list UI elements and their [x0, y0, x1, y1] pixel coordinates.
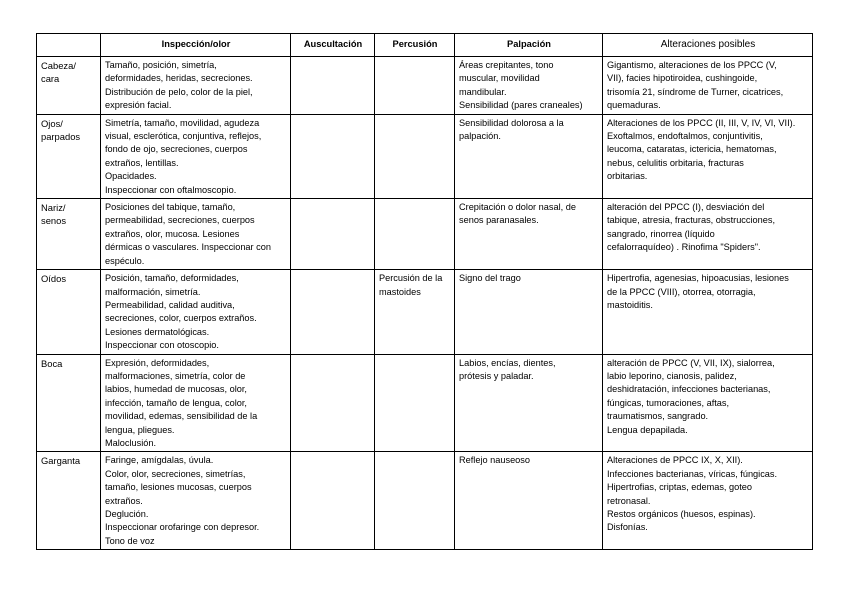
- header-percusion: Percusión: [375, 34, 455, 57]
- row-label: Garganta: [37, 452, 101, 550]
- row-label: Nariz/ senos: [37, 199, 101, 270]
- cell-palpacion: Signo del trago: [455, 270, 603, 354]
- cell-palpacion: Áreas crepitantes, tono muscular, movilidad mandibular. Sensibilidad (pares craneales): [455, 57, 603, 115]
- cell-percusion: [375, 354, 455, 452]
- cell-inspeccion: Posición, tamaño, deformidades, malformación, simetría. Permeabilidad, calidad auditiva, secreciones, color, cuerpos extraños. Lesiones dermatológicas. Inspeccionar con otoscopio.: [101, 270, 291, 354]
- cell-palpacion: Crepitación o dolor nasal, de senos paranasales.: [455, 199, 603, 270]
- cell-alteraciones: alteración del PPCC (I), desviación del tabique, atresia, fracturas, obstrucciones, sangrado, rinorrea (líquido cefalorraquídeo) . Rinofima "Spiders".: [603, 199, 813, 270]
- cell-alteraciones: Hipertrofia, agenesias, hipoacusias, lesiones de la PPCC (VIII), otorrea, otorragia, mastoiditis.: [603, 270, 813, 354]
- cell-percusion: [375, 452, 455, 550]
- cell-percusion: [375, 57, 455, 115]
- header-palpacion: Palpación: [455, 34, 603, 57]
- row-label: Boca: [37, 354, 101, 452]
- table-row: [37, 452, 813, 550]
- cell-auscultacion: [291, 114, 375, 198]
- table-row: [37, 57, 813, 115]
- cell-auscultacion: [291, 57, 375, 115]
- table-row: [37, 270, 813, 354]
- cell-alteraciones: Alteraciones de los PPCC (II, III, V, IV, VI, VII). Exoftalmos, endoftalmos, conjuntivitis, leucoma, cataratas, ictericia, hematomas, nebus, celulitis orbitaria, fracturas orbitarias.: [603, 114, 813, 198]
- row-label: Ojos/ parpados: [37, 114, 101, 198]
- cell-alteraciones: alteración de PPCC (V, VII, IX), sialorrea, labio leporino, cianosis, palidez, deshidratación, infecciones bacterianas, fúngicas, tumoraciones, aftas, traumatismos, sangrado. Lengua depapilada.: [603, 354, 813, 452]
- cell-inspeccion: Posiciones del tabique, tamaño, permeabilidad, secreciones, cuerpos extraños, olor, mucosa. Lesiones dérmicas o vasculares. Inspeccionar con espéculo.: [101, 199, 291, 270]
- header-inspeccion: Inspección/olor: [101, 34, 291, 57]
- cell-auscultacion: [291, 270, 375, 354]
- cell-inspeccion: Faringe, amígdalas, úvula. Color, olor, secreciones, simetrías, tamaño, lesiones mucosas, cuerpos extraños. Deglución. Inspeccionar orofaringe con depresor. Tono de voz: [101, 452, 291, 550]
- cell-inspeccion: Simetría, tamaño, movilidad, agudeza visual, esclerótica, conjuntiva, reflejos, fondo de ojo, secreciones, cuerpos extraños, lentillas. Opacidades. Inspeccionar con oftalmoscopio.: [101, 114, 291, 198]
- header-alteraciones: Alteraciones posibles: [603, 34, 813, 57]
- header-region: [37, 34, 101, 57]
- table-row: [37, 354, 813, 452]
- cell-inspeccion: Tamaño, posición, simetría, deformidades, heridas, secreciones. Distribución de pelo, color de la piel, expresión facial.: [101, 57, 291, 115]
- table-row: [37, 199, 813, 270]
- row-label: Oídos: [37, 270, 101, 354]
- cell-auscultacion: [291, 452, 375, 550]
- header-row: [37, 34, 813, 57]
- exam-table: [36, 33, 813, 550]
- cell-percusion: [375, 199, 455, 270]
- cell-alteraciones: Alteraciones de PPCC IX, X, XII). Infecciones bacterianas, víricas, fúngicas. Hipertrofias, criptas, edemas, goteo retronasal. Restos orgánicos (huesos, espinas). Disfonías.: [603, 452, 813, 550]
- row-label: Cabeza/ cara: [37, 57, 101, 115]
- cell-auscultacion: [291, 354, 375, 452]
- cell-palpacion: Reflejo nauseoso: [455, 452, 603, 550]
- cell-palpacion: Labios, encías, dientes, prótesis y paladar.: [455, 354, 603, 452]
- table-row: [37, 114, 813, 198]
- cell-percusion: [375, 114, 455, 198]
- cell-percusion: Percusión de la mastoides: [375, 270, 455, 354]
- header-auscultacion: Auscultación: [291, 34, 375, 57]
- cell-alteraciones: Gigantismo, alteraciones de los PPCC (V, VII), facies hipotiroidea, cushingoide, trisomía 21, síndrome de Turner, cicatrices, quemaduras.: [603, 57, 813, 115]
- cell-inspeccion: Expresión, deformidades, malformaciones, simetría, color de labios, humedad de mucosas, olor, infección, tamaño de lengua, color, movilidad, edemas, sensibilidad de la lengua, pliegues. Maloclusión.: [101, 354, 291, 452]
- cell-auscultacion: [291, 199, 375, 270]
- cell-palpacion: Sensibilidad dolorosa a la palpación.: [455, 114, 603, 198]
